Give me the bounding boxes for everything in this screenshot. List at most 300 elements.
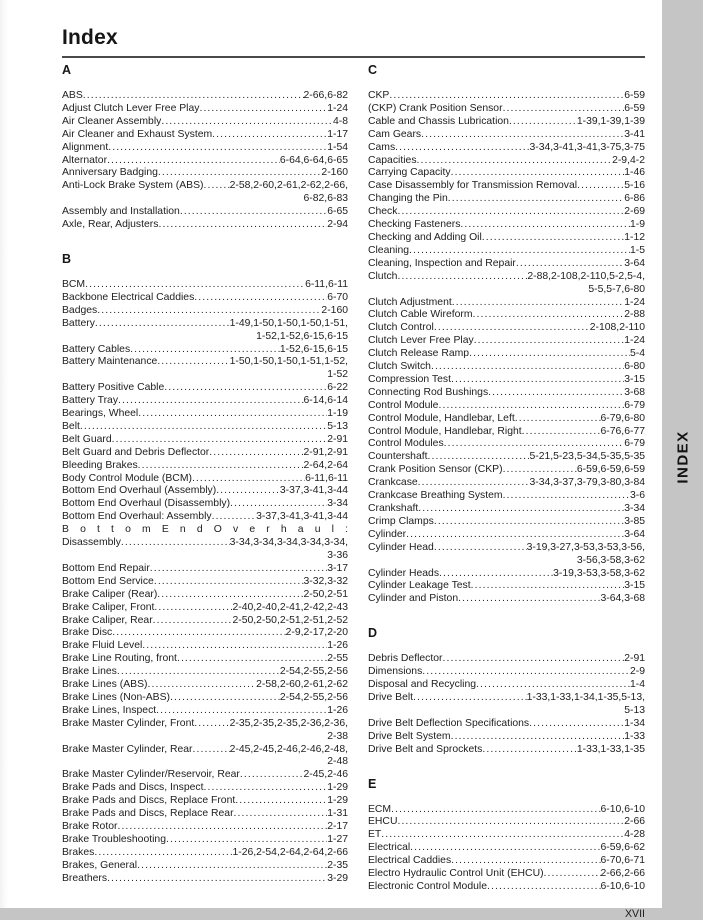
dot-leader: [121, 537, 230, 550]
entry-pages: 6-10,6-10: [600, 880, 645, 892]
dot-leader: [130, 344, 280, 357]
entry-pages: 6-59: [624, 102, 645, 114]
dot-leader: [240, 769, 304, 782]
index-entry: [62, 627, 348, 640]
entry-label: Brake Caliper (Rear): [62, 588, 158, 600]
entry-label: Clutch Release Ramp: [368, 348, 470, 360]
dot-leader: [418, 503, 624, 516]
entry-label: Badges: [62, 304, 98, 316]
dot-leader: [117, 666, 280, 679]
entry-pages: 3-17: [327, 562, 348, 574]
entry-pages: 3-19,3-53,3-58,3-62: [553, 567, 645, 579]
dot-leader: [235, 795, 327, 808]
entry-label: (CKP) Crank Position Sensor: [368, 102, 503, 114]
entry-label: Brake Pads and Discs, Inspect: [62, 782, 204, 794]
index-entry: [62, 421, 348, 434]
dot-leader: [212, 511, 257, 524]
entry-label: Body Control Module (BCM): [62, 472, 192, 484]
entry-pages-continuation: 3-56,3-58,3-62: [576, 554, 645, 566]
dot-leader: [421, 129, 624, 142]
index-section-C: [368, 63, 645, 606]
index-entry: [368, 271, 645, 284]
index-entry: [62, 116, 348, 129]
entry-pages: 3-6: [629, 490, 645, 502]
entry-pages-continuation: 5-13: [624, 704, 645, 716]
dot-leader: [147, 679, 256, 692]
entry-label: ABS: [62, 90, 83, 101]
dot-leader: [137, 860, 327, 873]
entry-pages: 3-34: [624, 503, 645, 514]
index-entry: [62, 498, 348, 511]
dot-leader: [443, 653, 625, 666]
index-entry: [368, 881, 645, 894]
dot-leader: [170, 692, 280, 705]
dot-leader: [108, 142, 327, 155]
entry-pages: 6-76,6-77: [600, 425, 645, 437]
entry-label: Crankcase: [368, 477, 418, 489]
dot-leader: [451, 855, 600, 868]
index-entry: [368, 155, 645, 168]
index-entry: [368, 387, 645, 400]
index-entry: [62, 744, 348, 757]
index-entry: [62, 808, 348, 821]
dot-leader: [469, 348, 630, 361]
entry-label: Belt: [62, 420, 80, 432]
page-content: [62, 0, 645, 920]
section-entries: [368, 804, 645, 894]
entry-label-spread: B o t t o m E n d O v e r h a u l :: [62, 524, 348, 536]
dot-leader: [199, 103, 327, 116]
index-entry: [368, 451, 645, 464]
entry-label: Brake Pads and Discs, Replace Rear: [62, 808, 234, 820]
entry-pages: 2-88,2-108,2-110,5-2,5-4,: [527, 270, 645, 282]
entry-label: Control Module: [368, 399, 439, 411]
entry-label: Crank Position Sensor (CKP): [368, 464, 503, 476]
index-entry: [62, 103, 348, 116]
index-entry: [62, 206, 348, 219]
index-entry: [62, 511, 348, 524]
entry-label: CKP: [368, 90, 390, 101]
index-entry: [368, 464, 645, 477]
dot-leader: [395, 142, 529, 155]
entry-pages: 2-94: [327, 219, 348, 231]
entry-label: Disposal and Recycling: [368, 679, 477, 691]
left-column: [62, 58, 348, 894]
entry-label: Brake Troubleshooting: [62, 833, 166, 845]
page-title: Index: [62, 26, 118, 49]
entry-label: Battery Maintenance: [62, 356, 158, 368]
dot-leader: [410, 842, 600, 855]
dot-leader: [203, 180, 229, 193]
index-entry: [368, 335, 645, 348]
entry-pages-continuation: 2-48: [327, 756, 348, 768]
section-entries: [62, 279, 348, 886]
index-entry: [62, 834, 348, 847]
entry-label: Battery: [62, 317, 95, 329]
section-entries: [62, 90, 348, 232]
index-entry: [368, 868, 645, 881]
dot-leader: [194, 292, 327, 305]
index-entry: [62, 305, 348, 318]
index-entry: [62, 821, 348, 834]
dot-leader: [529, 718, 624, 731]
dot-leader: [204, 782, 328, 795]
entry-label: Check: [368, 206, 398, 218]
entry-label: Adjust Clutch Lever Free Play: [62, 102, 200, 114]
index-entry: [62, 408, 348, 421]
index-section-A: [62, 63, 348, 232]
index-entry: [368, 503, 645, 516]
entry-label: Brake Master Cylinder, Front: [62, 717, 195, 729]
dot-leader: [157, 589, 303, 602]
entry-pages: 2-91,2-91: [303, 446, 348, 458]
entry-label: BCM: [62, 278, 86, 290]
dot-leader: [422, 666, 630, 679]
entry-pages: 1-24: [327, 102, 348, 114]
dot-leader: [85, 279, 305, 292]
entry-pages: 3-19,3-27,3-53,3-53,3-56,: [526, 541, 645, 553]
index-entry: [62, 485, 348, 498]
entry-pages: 2-17: [327, 821, 348, 833]
index-entry: [368, 718, 645, 731]
entry-label: Debris Deflector: [368, 653, 443, 665]
entry-label: Cleaning, Inspection and Repair: [368, 257, 516, 269]
section-letter: E: [368, 776, 377, 791]
dot-leader: [164, 382, 327, 395]
dot-leader: [434, 516, 624, 529]
entry-pages: 1-34: [624, 717, 645, 729]
entry-pages: 6-80: [624, 361, 645, 373]
section-letter: D: [368, 626, 378, 641]
entry-label: Cylinder Head: [368, 541, 434, 553]
index-entry: [368, 568, 645, 581]
index-entry: [368, 348, 645, 361]
entry-label: Control Module, Handlebar, Left: [368, 412, 515, 424]
entry-label: Electrical: [368, 842, 411, 854]
entry-label: Disassembly: [62, 537, 121, 549]
dot-leader: [458, 593, 600, 606]
index-entry: [62, 318, 348, 331]
dot-leader: [154, 602, 232, 615]
entry-label: Drive Belt and Sprockets: [368, 743, 483, 755]
entry-label: Assembly and Installation: [62, 206, 180, 218]
index-entry: [62, 90, 348, 103]
entry-pages: 4-8: [332, 115, 348, 127]
index-entry: [368, 804, 645, 817]
dot-leader: [444, 438, 625, 451]
index-entry: [368, 219, 645, 232]
entry-pages: 3-34: [327, 498, 348, 510]
entry-label: Control Modules: [368, 438, 444, 450]
entry-pages: 2-64,2-64: [303, 459, 348, 471]
entry-pages-continuation: 2-38: [327, 730, 348, 742]
entry-pages: 5-13: [327, 420, 348, 432]
dot-leader: [503, 103, 625, 116]
entry-pages: 2-54,2-55,2-56: [279, 666, 348, 678]
dot-leader: [112, 434, 328, 447]
dot-leader: [397, 816, 624, 829]
entry-label: Clutch Lever Free Play: [368, 335, 474, 347]
entry-label: Cable and Chassis Lubrication: [368, 115, 509, 127]
entry-label: Brake Lines, Inspect: [62, 704, 157, 716]
entry-pages: 3-64,3-68: [600, 593, 645, 605]
entry-pages: 1-24: [624, 296, 645, 308]
dot-leader: [473, 309, 625, 322]
entry-pages: 6-22: [327, 382, 348, 394]
entry-pages: 2-58,2-60,2-61,2-62,2-66,: [229, 180, 348, 192]
entry-pages-continuation: 1-52,1-52,6-15,6-15: [256, 330, 348, 342]
section-entries: [368, 653, 645, 756]
dot-leader: [515, 413, 601, 426]
page-number: XVII: [624, 907, 645, 920]
dot-leader: [95, 318, 230, 331]
dot-leader: [161, 116, 333, 129]
index-entry: [62, 873, 348, 886]
entry-label: Crankshaft: [368, 503, 419, 514]
dot-leader: [417, 155, 613, 168]
index-entry: [368, 490, 645, 503]
section-letter: B: [62, 251, 72, 266]
entry-pages: 2-66,2-66: [600, 868, 645, 880]
entry-label: Drive Belt System: [368, 730, 451, 742]
dot-leader: [434, 322, 590, 335]
index-entry: [368, 542, 645, 555]
index-entry: [368, 374, 645, 387]
entry-pages: 1-26: [327, 640, 348, 652]
entry-label: Brake Disc: [62, 627, 113, 639]
dot-leader: [216, 485, 280, 498]
dot-leader: [406, 529, 624, 542]
entry-pages: 5-21,5-23,5-34,5-35,5-35: [529, 451, 645, 463]
entry-pages: 6-86: [624, 193, 645, 205]
entry-pages: 6-10,6-10: [600, 803, 645, 815]
dot-leader: [509, 116, 577, 129]
entry-label: Cams: [368, 141, 396, 153]
index-entry: [368, 842, 645, 855]
entry-label: Brake Line Routing, front: [62, 653, 177, 665]
index-entry: [368, 297, 645, 310]
entry-label: Brake Pads and Discs, Replace Front: [62, 795, 236, 807]
entry-label: Crimp Clamps: [368, 515, 434, 527]
entry-label: Bottom End Repair: [62, 562, 150, 574]
index-entry: [62, 382, 348, 395]
entry-label: Clutch Control: [368, 322, 434, 334]
entry-label: Alignment: [62, 141, 109, 153]
entry-pages: 2-66: [624, 816, 645, 828]
index-entry: [62, 344, 348, 357]
entry-pages: 2-58,2-60,2-61,2-62: [256, 679, 348, 691]
entry-label: Bottom End Overhaul: Assembly: [62, 511, 212, 523]
index-entry: [368, 245, 645, 258]
entry-pages: 1-17: [327, 128, 348, 140]
entry-label: Cam Gears: [368, 128, 422, 140]
index-entry: [368, 116, 645, 129]
index-entry: [62, 640, 348, 653]
entry-label: Battery Cables: [62, 343, 131, 355]
entry-label: Changing the Pin: [368, 193, 448, 205]
entry-label: ET: [368, 829, 382, 841]
index-entry: [62, 356, 348, 369]
entry-label: Electro Hydraulic Control Unit (EHCU): [368, 868, 544, 880]
index-entry: [368, 855, 645, 868]
entry-pages: 6-65: [327, 206, 348, 218]
entry-pages: 6-79,6-80: [600, 412, 645, 424]
index-entry: [62, 589, 348, 602]
entry-pages: 1-12: [624, 231, 645, 243]
entry-label: Brakes: [62, 846, 95, 858]
dot-leader: [471, 580, 625, 593]
entry-pages: 2-160: [321, 304, 348, 316]
entry-pages: 2-69: [624, 206, 645, 218]
index-entry: [62, 602, 348, 615]
dot-leader: [194, 718, 229, 731]
index-entry: [62, 155, 348, 168]
entry-label: ECM: [368, 803, 392, 815]
entry-label: Cylinder Leakage Test: [368, 580, 471, 592]
section-letter: A: [62, 63, 72, 77]
entry-pages: 3-64: [624, 528, 645, 540]
dot-leader: [418, 477, 530, 490]
entry-pages-continuation: 1-52: [327, 369, 348, 381]
dot-leader: [107, 155, 280, 168]
entry-label: Breathers: [62, 872, 108, 884]
dot-leader: [452, 297, 624, 310]
index-entry: [368, 666, 645, 679]
entry-label: Cleaning: [368, 244, 410, 256]
dot-leader: [80, 421, 327, 434]
entry-pages: 3-34,3-37,3-79,3-80,3-84: [529, 477, 645, 489]
entry-label: Air Cleaner Assembly: [62, 115, 162, 127]
dot-leader: [209, 447, 303, 460]
dot-leader: [577, 180, 624, 193]
index-entry: [368, 103, 645, 116]
dot-leader: [138, 460, 304, 473]
entry-pages: 2-91: [624, 653, 645, 665]
index-entry: [368, 206, 645, 219]
index-entry: [62, 142, 348, 155]
index-entry: [368, 361, 645, 374]
entry-label: Electronic Control Module: [368, 880, 487, 892]
index-entry: [368, 653, 645, 666]
entry-label: Bearings, Wheel: [62, 408, 139, 420]
dot-leader: [234, 808, 328, 821]
entry-pages: 3-32,3-32: [303, 575, 348, 587]
index-entry: [62, 666, 348, 679]
entry-pages: 1-26,2-54,2-64,2-64,2-66: [232, 846, 348, 858]
dot-leader: [434, 542, 527, 555]
entry-pages: 6-11,6-11: [305, 278, 348, 290]
index-entry: [62, 615, 348, 628]
dot-leader: [503, 490, 630, 503]
index-entry: [62, 180, 348, 193]
entry-label: Cylinder and Piston: [368, 593, 459, 605]
entry-label: Brake Caliper, Front: [62, 601, 155, 613]
entry-label: Brake Lines (ABS): [62, 679, 148, 691]
entry-pages: 1-33: [624, 730, 645, 742]
entry-label: Cylinder: [368, 528, 407, 540]
entry-pages: 2-108,2-110: [589, 322, 645, 334]
entry-label: Carrying Capacity: [368, 167, 451, 179]
index-entry: [368, 731, 645, 744]
entry-label: Brake Master Cylinder/Reservoir, Rear: [62, 769, 240, 781]
entry-pages: 2-66,6-82: [303, 90, 348, 101]
entry-pages: 6-70,6-71: [600, 855, 645, 867]
entry-label: EHCU: [368, 816, 398, 828]
entry-pages: 2-50,2-50,2-51,2-51,2-52: [232, 614, 348, 626]
index-section-D: [368, 626, 645, 756]
entry-pages: 2-88: [624, 309, 645, 321]
dot-leader: [451, 374, 624, 387]
entry-label: Bottom End Overhaul (Disassembly): [62, 498, 231, 510]
dot-leader: [482, 232, 624, 245]
entry-pages-continuation: 3-36: [327, 549, 348, 561]
entry-pages-continuation: 6-82,6-83: [303, 193, 348, 205]
entry-label: Dimensions: [368, 666, 423, 678]
entry-pages: 1-29: [327, 795, 348, 807]
dot-leader: [460, 219, 630, 232]
dot-leader: [381, 829, 624, 842]
dot-leader: [118, 395, 304, 408]
entry-pages: 6-70: [327, 291, 348, 303]
dot-leader: [476, 679, 630, 692]
dot-leader: [391, 804, 600, 817]
index-entry: [62, 434, 348, 447]
entry-label: Clutch: [368, 270, 398, 282]
entry-label: Axle, Rear, Adjusters: [62, 219, 159, 231]
dot-leader: [413, 692, 527, 705]
index-entry: [62, 460, 348, 473]
dot-leader: [503, 464, 577, 477]
index-entry: [62, 860, 348, 873]
entry-pages: 2-160: [321, 167, 348, 179]
entry-label: Backbone Electrical Caddies: [62, 291, 195, 303]
index-entry: [62, 395, 348, 408]
index-entry: [368, 180, 645, 193]
index-entry: [368, 167, 645, 180]
entry-pages: 1-39,1-39,1-39: [576, 115, 645, 127]
dot-leader: [154, 576, 304, 589]
dot-leader: [487, 881, 601, 894]
entry-label: Brakes, General: [62, 859, 138, 871]
entry-label: Belt Guard: [62, 433, 112, 445]
dot-leader: [107, 873, 327, 886]
index-entry: [368, 232, 645, 245]
entry-pages: 6-59,6-59,6-59: [576, 464, 645, 476]
entry-label: Crankcase Breathing System: [368, 490, 503, 502]
dot-leader: [482, 744, 576, 757]
entry-label: Air Cleaner and Exhaust System: [62, 128, 213, 140]
dot-leader: [451, 731, 625, 744]
index-entry: [368, 309, 645, 322]
dot-leader: [166, 834, 327, 847]
dot-leader: [158, 167, 322, 180]
index-entry: [62, 847, 348, 860]
dot-leader: [153, 615, 233, 628]
entry-pages: 2-50,2-51: [303, 588, 348, 600]
entry-pages: 3-37,3-41,3-41,3-44: [256, 511, 348, 523]
dot-leader: [177, 653, 327, 666]
entry-label: Brake Lines: [62, 666, 117, 678]
entry-pages: 3-34,3-34,3-34,3-34,3-34,: [229, 537, 348, 549]
index-entry: [368, 193, 645, 206]
dot-leader: [397, 271, 527, 284]
entry-pages: 6-59,6-62: [600, 842, 645, 854]
index-entry: [368, 400, 645, 413]
dot-leader: [192, 473, 305, 486]
entry-pages: 4-28: [624, 829, 645, 841]
entry-label: Battery Tray: [62, 395, 119, 407]
entry-pages: 1-31: [327, 808, 348, 820]
